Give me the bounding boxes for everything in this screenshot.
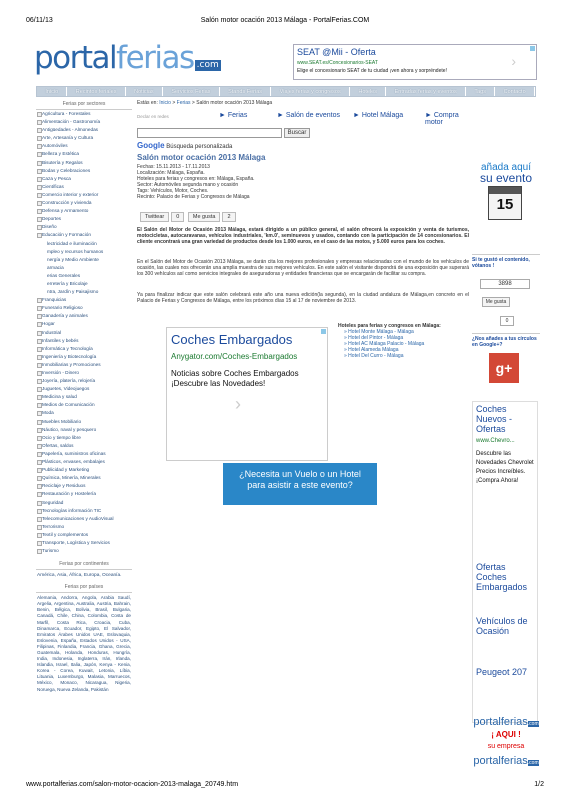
breadcrumb-home[interactable]: Inicio <box>159 100 171 106</box>
breadcrumb-lead: Estás en: <box>137 100 158 106</box>
sector-link[interactable]: Caza y Pesca <box>36 175 132 183</box>
hotel-link-label: Hotel AC Málaga Palacio - Málaga <box>348 341 425 347</box>
hotels-list <box>338 323 468 359</box>
sector-list <box>36 110 132 555</box>
top-ad-title[interactable]: SEAT @Mii - Oferta <box>297 47 376 57</box>
hotel-link[interactable]: » Hotel Del Curro - Málaga <box>344 353 404 359</box>
sector-link[interactable]: Infantiles y bebés <box>36 337 132 345</box>
ad-desc-line: Noticias sobre Coches Embargados <box>171 369 299 378</box>
sector-link[interactable]: Turismo <box>36 547 132 555</box>
ad2-title-4[interactable]: Peugeot 207 <box>476 667 528 677</box>
flight-hotel-banner[interactable] <box>223 463 377 505</box>
promo-logo-com: .com <box>527 760 539 766</box>
calendar-top <box>489 187 521 194</box>
nav-item-viajes[interactable]: Viajes ferias y congresos <box>271 87 350 96</box>
promo-logo-com: .com <box>527 721 539 727</box>
coches-nuevos-ad[interactable] <box>472 401 538 723</box>
promo-logo-bottom[interactable] <box>472 755 540 767</box>
event-dates: Fechas: 15.11.2013 - 17.11.2013 <box>137 164 210 170</box>
promo-company: su empresa <box>487 743 525 750</box>
top-ad[interactable] <box>293 44 537 80</box>
breadcrumb-ferias[interactable]: Ferias <box>176 100 191 106</box>
search-input[interactable] <box>137 128 282 138</box>
sector-link[interactable]: Publicidad y Marketing <box>36 466 132 474</box>
sector-link[interactable]: Diseño <box>36 223 132 231</box>
nav-item-hoteles[interactable]: Hoteles <box>350 87 386 96</box>
nav-item-contacto[interactable]: Contacto <box>495 87 535 96</box>
sector-link[interactable]: Transporte, Logística y Servicios <box>36 539 132 547</box>
sector-link[interactable]: Arte, Artesanía y Cultura <box>36 134 132 142</box>
top-ad-url[interactable]: www.SEAT.es/Concesionarios-SEAT <box>297 60 378 66</box>
promo-logo-text: portalferias <box>473 716 528 728</box>
sector-link[interactable]: lectricidad e iluminación <box>47 240 97 246</box>
print-page: 1/2 <box>534 781 544 788</box>
sector-link[interactable]: Ofertas, saldos <box>36 442 132 450</box>
sector-link[interactable]: erretería y Bricolaje <box>47 280 88 286</box>
ad-desc <box>171 369 299 389</box>
sector-link[interactable]: Ingeniería y Biotecnología <box>36 353 132 361</box>
google-plus-count: 0 <box>500 316 514 326</box>
promo-here: ¡ AQUI ! <box>491 730 521 739</box>
event-sector[interactable]: Sector: Automóviles segunda mano y ocasión <box>137 182 239 188</box>
facebook-like-count: 3898 <box>480 279 530 289</box>
breadcrumb-sep: > <box>190 100 197 106</box>
google-logo: Google <box>137 141 165 150</box>
sector-link[interactable]: Reciclaje y Residuos <box>36 482 132 490</box>
sector-link[interactable]: Medios de Comunicación <box>36 401 132 409</box>
ad-url[interactable]: Anygator.com/Coches-Embargados <box>171 352 298 361</box>
hotel-link[interactable]: » Hotel AC Málaga Palacio - Málaga <box>344 341 425 347</box>
banner-line: para asistir a este evento? <box>247 480 353 490</box>
continent-links[interactable]: América, Asia, África, Europa, Oceanía. <box>37 573 122 579</box>
tab-compra-label: Compra motor <box>425 112 459 126</box>
breadcrumb-sep: > <box>170 100 177 106</box>
event-location[interactable]: Localización: Málaga, España. <box>137 170 205 176</box>
sector-link[interactable]: ntra, Jardín y Paisajismo <box>47 289 99 295</box>
promo-logo-text: portalferias <box>473 755 528 767</box>
nav-item-entradas[interactable]: Entradas ferias y eventos <box>386 87 466 96</box>
hotel-link-label: Hotel Monte Málaga - Málaga <box>348 329 414 335</box>
print-title: Salón motor ocación 2013 Málaga - PortalFerias.COM <box>200 17 370 24</box>
google-plus-prompt: ¿Nos añades a tus círculos en Google+? <box>472 333 540 348</box>
event-venue[interactable]: Recinto: Palacio de Ferias y Congresos de Málaga <box>137 194 250 200</box>
sector-link[interactable]: Plásticos, envases, embalajes <box>36 458 132 466</box>
sector-link[interactable]: Franquicias <box>36 296 132 304</box>
sector-link[interactable]: Educación y Formación <box>36 231 132 239</box>
google-plus-icon[interactable]: g+ <box>489 353 519 383</box>
sector-link[interactable]: Terrorismo <box>36 523 132 531</box>
logo-com-badge: .com <box>196 60 219 70</box>
sector-link[interactable]: Automóviles <box>36 142 132 150</box>
google-search-label <box>137 141 232 150</box>
print-header <box>26 17 544 27</box>
hotel-link[interactable]: » Hotel Alameda Málaga <box>344 347 399 353</box>
nav-item-tags[interactable]: Tags <box>466 87 495 96</box>
print-footer <box>26 781 544 791</box>
country-links[interactable]: Alemania, Andorra, Angola, Arabia Saudí, Argelia, Argentina, Australia, Austria, Bahrain, Benin, Bélgica, Bolivia, Brasil, Bulgaria, Canadá, Chile, China, Colombia, Costa de Marfil, Costa Rica, Croacia, Cuba, Dinamarca, Ecuador, Egipto, El Salvador, Emiratos Árabes Unidos UAE, Eslovaquia, Eslovenia, España, Estados Unidos - USA, Filipinas, Finlandia, Francia, Ghana, Grecia, Guatemala, Holanda, Honduras, Hungría, India, Indonesia, Inglaterra, Irán, Irlanda, Islandia, Israel, Italia, Japón, Kenya - Kenia, Korea - Corea, Kuwait, Letonia, Líbia, Lituania, Luxemburgo, Malasia, Marruecos, México, Monaco, Nicaragua, Nigeria, Noruega, Nueva Zelanda, Pakistán <box>37 595 131 692</box>
sidebar-heading: Ferias por sectores <box>36 99 132 110</box>
sector-link[interactable]: erias Generales <box>47 272 81 278</box>
sector-link[interactable]: Industrial <box>36 329 132 337</box>
sector-link[interactable]: Defensa y Armamento <box>36 207 132 215</box>
tab-hotel[interactable]: ► Hotel Málaga <box>353 112 404 119</box>
sector-link[interactable]: Inmobiliarias y Promociones <box>36 361 132 369</box>
hotel-link-label: Hotel Del Curro - Málaga <box>348 353 404 359</box>
sidebar <box>36 99 132 695</box>
add-event-promo[interactable] <box>472 163 540 183</box>
event-summary: El Salón del Motor de Ocasión 2013 Málaga, estará dirigido a un público general, el salón ofrecerá la exposición y venta de turismos, motocicletas, autocaravanas, vehículos industriales, 'km.0', seminuevos y usados, contando con la participación de 14 concesionarios. El cliente encontrará una gran variedad de productos desde los 1.000 euros, en el caso de las motos, y 5.000 euros para los coches. <box>137 227 469 245</box>
content-tabs <box>137 112 469 126</box>
continents-heading: Ferias por continentes <box>36 559 132 570</box>
sector-link[interactable]: Científicas <box>36 183 132 191</box>
sector-link[interactable]: Papelería, suministros oficinas <box>36 450 132 458</box>
event-meta <box>137 164 255 200</box>
sector-link[interactable]: Bisutería y Regalos <box>36 159 132 167</box>
breadcrumb <box>137 100 272 106</box>
tab-salon-label: Salón de eventos <box>285 112 340 119</box>
sector-link[interactable]: Náutico, naval y pesquero <box>36 426 132 434</box>
custom-search-label: Búsqueda personalizada <box>166 144 233 150</box>
ad-title[interactable]: Coches Embargados <box>171 332 293 347</box>
share-buttons <box>140 212 238 222</box>
sector-link[interactable]: mpleo y recursos humanos <box>47 248 104 254</box>
nav-item-stands[interactable]: Stands Ferias <box>220 87 272 96</box>
tab-compra[interactable]: ► Compra motor <box>425 112 459 126</box>
facebook-like-button[interactable]: Me gusta <box>188 212 221 222</box>
ad-choices-icon[interactable] <box>321 329 326 334</box>
ad2-url[interactable]: www.Chevro... <box>476 438 515 444</box>
twitter-button[interactable]: Twittear <box>140 212 169 222</box>
sector-link[interactable]: Tecnologías información TIC <box>36 507 132 515</box>
sector-link[interactable]: Joyería, platería, relojería <box>36 377 132 385</box>
sector-link[interactable]: Belleza y Estética <box>36 150 132 158</box>
sector-link[interactable]: Química, Minería, Minerales <box>36 474 132 482</box>
sector-link[interactable]: Ocio y tiempo libre <box>36 434 132 442</box>
sector-link[interactable]: Funerario Religioso <box>36 304 132 312</box>
sector-link[interactable]: nergía y Medio Ambiente <box>47 256 99 262</box>
banner-line: ¿Necesita un Vuelo o un Hotel <box>239 469 361 479</box>
sector-link[interactable]: Comercio interior y exterior <box>36 191 132 199</box>
print-date: 06/11/13 <box>26 17 53 24</box>
facebook-like-button[interactable]: Me gusta <box>482 297 510 307</box>
sector-link[interactable]: Seguridad <box>36 499 132 507</box>
sector-link[interactable]: Antigüedades - Almonedas <box>36 126 132 134</box>
nav-item-servicios[interactable]: Servicios Ferias <box>163 87 220 96</box>
calendar-day: 15 <box>496 196 514 213</box>
sector-link[interactable]: Telecomunicaciones y AudioVisual <box>36 515 132 523</box>
ad2-title-3[interactable]: Vehículos de Ocasión <box>476 616 528 636</box>
add-event-line: su evento <box>479 171 533 185</box>
print-url: www.portalferias.com/salon-motor-ocacion-2013-malaga_20749.htm <box>26 781 239 788</box>
hotel-link-label: Hotel Alameda Málaga <box>348 347 399 353</box>
ad2-title-2[interactable]: Ofertas Coches Embargados <box>476 562 528 592</box>
ad-choices-icon[interactable] <box>530 46 535 51</box>
tab-ferias-label: Ferias <box>227 112 248 119</box>
share-label[interactable]: Declar en redes <box>137 114 169 119</box>
ad2-title[interactable]: Coches Nuevos - Ofertas <box>476 404 513 434</box>
logo-part-portal: portal <box>34 40 117 76</box>
promo-logo[interactable] <box>472 716 540 728</box>
logo-part-ferias: ferias <box>116 40 194 76</box>
sector-link[interactable]: Construcción y vivienda <box>36 199 132 207</box>
hotel-link-label: Hotel del Pintor - Málaga <box>348 335 404 341</box>
hotel-link[interactable]: » Hotel Monte Málaga - Málaga <box>344 329 414 335</box>
hotels-heading: Hoteles para ferias y congresos en Málaga: <box>338 323 441 329</box>
chevron-right-icon[interactable]: › <box>511 53 516 69</box>
chevron-right-icon[interactable]: › <box>235 394 241 414</box>
countries-heading: Ferias por países <box>36 582 132 593</box>
sector-link[interactable]: Agricultura - Forestales <box>36 110 132 118</box>
nav-item-inicio[interactable]: Inicio <box>37 87 67 96</box>
sector-link[interactable]: Alimentación - Gastronomía <box>36 118 132 126</box>
sector-link[interactable]: Ganadería y animales <box>36 312 132 320</box>
sector-link[interactable]: Inversión - Dinero <box>36 369 132 377</box>
event-hotels[interactable]: Hoteles para ferias y congresos en: Málaga, España. <box>137 176 255 182</box>
tab-ferias[interactable]: ► Ferias <box>219 112 248 119</box>
main-nav <box>36 86 536 97</box>
coches-embargados-ad[interactable] <box>166 327 328 461</box>
event-closing: Ya para finalizar indicar que este salón celebrará este año una nueva edición(la segunda), en la ciudad andaluza de Málaga,en concreto en el Palacio de Ferias y Congresos de Málaga, entre los próximos días 15 al 17 de noviembre de 2013. <box>137 292 469 304</box>
event-description: En el Salón del Motor de Ocasión 2013 Málaga, se darán cita los mejores profesionales y empresas relacionadas con el mundo de los vehículos de ocasión, las cuales nos ofrecerán una amplia muestra de sus mejores vehículos. En este salón el visitante dispondrá de una exposición que superará los 300 vehículos así como servicios integrales de aseguradoras y entidades financieras que se encargarán de facilitar su compra. <box>137 259 469 277</box>
hotel-link[interactable]: » Hotel del Pintor - Málaga <box>344 335 404 341</box>
tab-hotel-label: Hotel Málaga <box>361 112 404 119</box>
sector-link[interactable]: Hogar <box>36 320 132 328</box>
event-tags[interactable]: Tags: Vehículos, Motor, Coches. <box>137 188 209 194</box>
sector-link[interactable]: Bodas y Celebraciones <box>36 167 132 175</box>
tab-salon[interactable]: ► Salón de eventos <box>277 112 340 119</box>
ad-desc-line: ¡Descubre las Novedades! <box>171 379 266 388</box>
nav-item-noticias[interactable]: Noticias <box>126 87 163 96</box>
top-ad-desc: Elige el concesionario SEAT de tu ciudad ¡ven ahora y sorpréndete! <box>297 68 447 74</box>
sector-link[interactable]: Moda <box>36 409 132 417</box>
event-title: Salón motor ocación 2013 Málaga <box>137 153 266 162</box>
sector-link[interactable]: Restauración y Hostelería <box>36 490 132 498</box>
sector-link[interactable]: Juguetes, Videojuegos <box>36 385 132 393</box>
twitter-count: 0 <box>171 212 184 222</box>
facebook-count: 2 <box>222 212 235 222</box>
breadcrumb-current: Salón motor ocación 2013 Málaga <box>196 100 273 106</box>
calendar-icon <box>488 186 522 220</box>
sector-link[interactable]: Deportes <box>36 215 132 223</box>
search-button[interactable]: Buscar <box>284 128 310 138</box>
sector-link[interactable]: Informática y Tecnología <box>36 345 132 353</box>
site-logo[interactable] <box>34 42 221 74</box>
add-event-line: añada aquí <box>480 162 532 173</box>
sector-link[interactable]: Medicina y salud <box>36 393 132 401</box>
sector-link[interactable]: armacia <box>47 264 64 270</box>
sector-link[interactable]: Muebles Mobiliario <box>36 418 132 426</box>
sector-link[interactable]: Textil y complementos <box>36 531 132 539</box>
nav-item-recintos[interactable]: Recintos feriales <box>67 87 125 96</box>
facebook-prompt: Si te gustó el contenido, vótanos ! <box>472 254 540 269</box>
ad2-desc: Descubre las Novedades Chevrolet Precios Increíbles. ¡Compra Ahora! <box>476 451 534 484</box>
